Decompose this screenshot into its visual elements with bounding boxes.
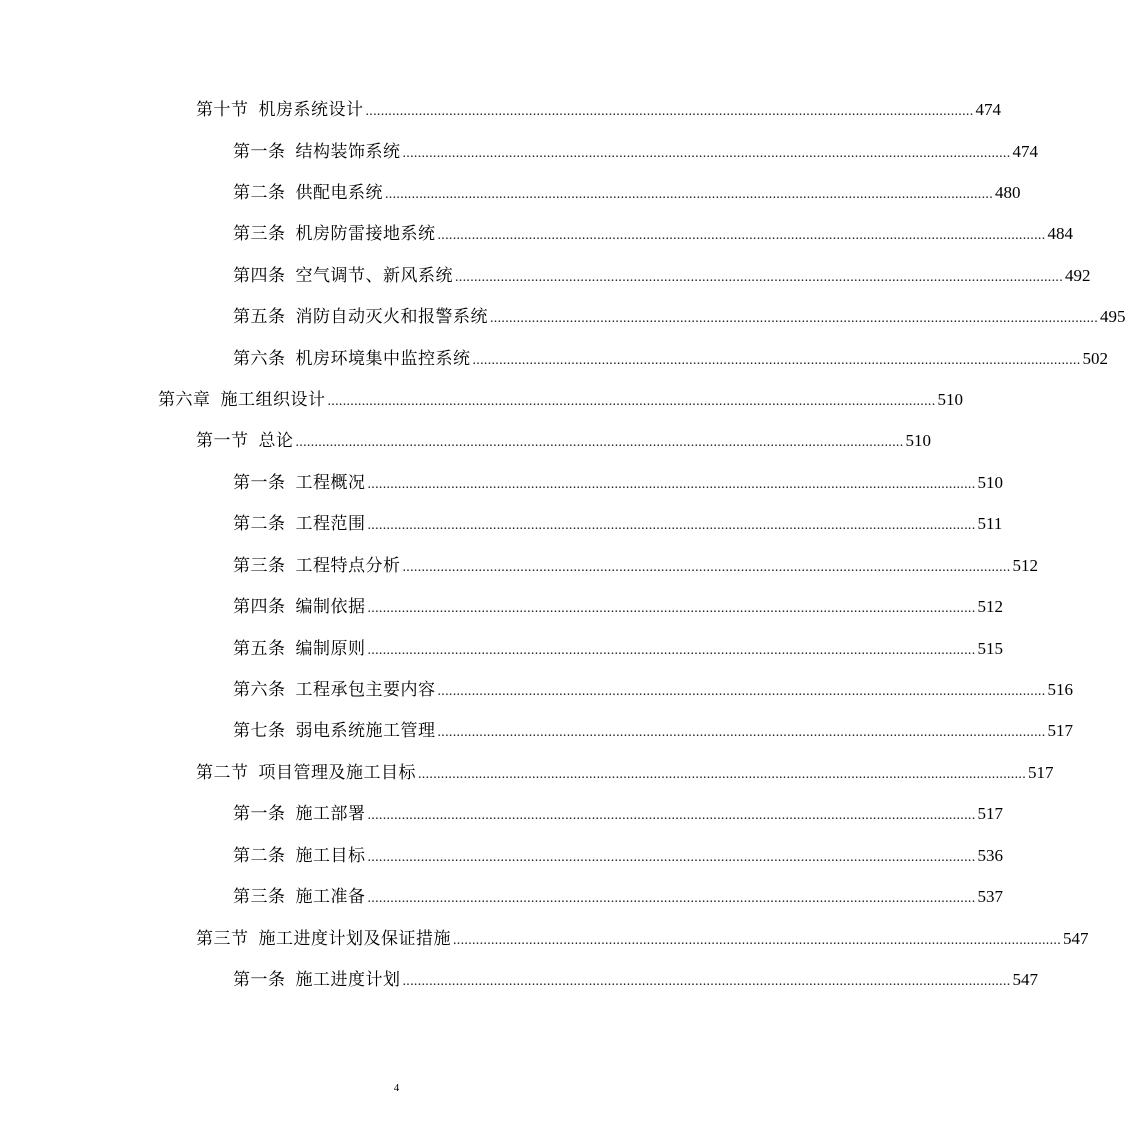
toc-entry-number: 第三条 (233, 224, 286, 244)
toc-entry-number: 第七条 (233, 721, 286, 741)
toc-entry[interactable] (196, 97, 1001, 123)
toc-entry-title: 施工部署 (295, 804, 366, 824)
toc-entry-page: 510 (905, 431, 931, 450)
toc-entry[interactable] (158, 387, 963, 413)
toc-entry-title: 弱电系统施工管理 (295, 721, 436, 741)
toc-entry[interactable] (196, 926, 1089, 952)
toc-entry-title: 施工目标 (295, 846, 366, 866)
toc-dot-leader: ................................................................................................................................................................ (455, 270, 1063, 285)
toc-entry-title: 消防自动灭火和报警系统 (295, 307, 488, 327)
toc-dot-leader: ................................................................................................................................................................ (437, 684, 1046, 699)
toc-entry[interactable] (233, 594, 1003, 620)
toc-dot-leader: ................................................................................................................................................................ (295, 435, 904, 450)
toc-entry-page: 515 (977, 639, 1003, 658)
toc-dot-leader: ................................................................................................................................................................ (367, 850, 976, 865)
toc-entry-page: 480 (995, 183, 1021, 202)
toc-entry-title: 机房环境集中监控系统 (295, 349, 471, 369)
toc-dot-leader: ................................................................................................................................................................ (402, 146, 1011, 161)
toc-entry-number: 第六章 (158, 390, 211, 410)
toc-entry-page: 510 (937, 390, 963, 409)
toc-entry-number: 第一条 (233, 142, 286, 162)
toc-entry-number: 第二条 (233, 514, 286, 534)
toc-entry-number: 第十节 (196, 100, 249, 120)
toc-dot-leader: ................................................................................................................................................................ (367, 808, 976, 823)
toc-entry-number: 第四条 (233, 597, 286, 617)
toc-dot-leader: ................................................................................................................................................................ (365, 104, 974, 119)
toc-entry-title: 编制依据 (295, 597, 366, 617)
toc-entry-page: 511 (977, 514, 1003, 533)
toc-entry-number: 第四条 (233, 266, 286, 286)
toc-entry-page: 536 (977, 846, 1003, 865)
toc-dot-leader: ................................................................................................................................................................ (367, 477, 976, 492)
toc-entry-page: 492 (1065, 266, 1091, 285)
toc-entry-page: 474 (1012, 142, 1038, 161)
toc-entry-title: 工程概况 (295, 473, 366, 493)
toc-entry-page: 502 (1082, 349, 1108, 368)
toc-entry[interactable] (196, 428, 931, 454)
toc-entry-title: 施工准备 (295, 887, 366, 907)
toc-dot-leader: ................................................................................................................................................................ (327, 394, 936, 409)
toc-entry[interactable] (233, 967, 1038, 993)
toc-dot-leader: ................................................................................................................................................................ (453, 933, 1061, 948)
toc-entry-title: 机房防雷接地系统 (295, 224, 436, 244)
toc-entry-title: 施工进度计划及保证措施 (258, 929, 451, 949)
toc-entry-title: 工程承包主要内容 (295, 680, 436, 700)
toc-entry-page: 517 (1047, 721, 1073, 740)
toc-entry-number: 第三条 (233, 887, 286, 907)
toc-entry-page: 495 (1100, 307, 1126, 326)
toc-dot-leader: ................................................................................................................................................................ (367, 891, 976, 906)
toc-entry-title: 施工进度计划 (295, 970, 401, 990)
toc-entry-title: 总论 (258, 431, 294, 451)
toc-entry-number: 第一条 (233, 970, 286, 990)
toc-entry[interactable] (233, 263, 1091, 289)
toc-dot-leader: ................................................................................................................................................................ (385, 187, 993, 202)
toc-dot-leader: ................................................................................................................................................................ (437, 725, 1046, 740)
toc-entry-page: 547 (1012, 970, 1038, 989)
toc-entry[interactable] (233, 636, 1003, 662)
toc-entry-number: 第一条 (233, 473, 286, 493)
page-number: 4 (393, 1082, 400, 1094)
toc-entry-number: 第二条 (233, 183, 286, 203)
toc-entry[interactable] (233, 470, 1003, 496)
toc-dot-leader: ................................................................................................................................................................ (472, 353, 1081, 368)
toc-entry[interactable] (233, 180, 1021, 206)
toc-entry-page: 517 (977, 804, 1003, 823)
toc-entry-page: 516 (1047, 680, 1073, 699)
toc-entry-title: 项目管理及施工目标 (258, 763, 416, 783)
toc-entry[interactable] (196, 760, 1054, 786)
toc-dot-leader: ................................................................................................................................................................ (418, 767, 1026, 782)
toc-dot-leader: ................................................................................................................................................................ (402, 560, 1011, 575)
toc-entry[interactable] (233, 553, 1038, 579)
toc-entry[interactable] (233, 843, 1003, 869)
toc-entry-page: 547 (1063, 929, 1089, 948)
toc-entry-page: 512 (977, 597, 1003, 616)
toc-entry[interactable] (233, 221, 1073, 247)
toc-entry[interactable] (233, 718, 1073, 744)
toc-entry[interactable] (233, 304, 1126, 330)
toc-entry-page: 510 (977, 473, 1003, 492)
toc-dot-leader: ................................................................................................................................................................ (490, 311, 1098, 326)
toc-entry-number: 第五条 (233, 307, 286, 327)
toc-entry[interactable] (233, 801, 1003, 827)
toc-entry-title: 空气调节、新风系统 (295, 266, 453, 286)
toc-dot-leader: ................................................................................................................................................................ (402, 974, 1011, 989)
toc-entry[interactable] (233, 677, 1073, 703)
toc-dot-leader: ................................................................................................................................................................ (367, 601, 976, 616)
toc-entry-number: 第二节 (196, 763, 249, 783)
toc-entry-number: 第一节 (196, 431, 249, 451)
toc-dot-leader: ................................................................................................................................................................ (367, 643, 976, 658)
toc-entry-title: 机房系统设计 (258, 100, 364, 120)
toc-entry-number: 第三条 (233, 556, 286, 576)
toc-entry-number: 第六条 (233, 349, 286, 369)
toc-entry-page: 484 (1047, 224, 1073, 243)
toc-entry[interactable] (233, 884, 1003, 910)
toc-entry-number: 第五条 (233, 639, 286, 659)
toc-entry-number: 第一条 (233, 804, 286, 824)
toc-entry-number: 第二条 (233, 846, 286, 866)
toc-entry-title: 施工组织设计 (220, 390, 326, 410)
toc-entry-page: 512 (1012, 556, 1038, 575)
toc-entry-page: 474 (975, 100, 1001, 119)
toc-entry-title: 编制原则 (295, 639, 366, 659)
toc-entry-page: 537 (977, 887, 1003, 906)
toc-dot-leader: ................................................................................................................................................................ (437, 228, 1046, 243)
toc-entry-number: 第三节 (196, 929, 249, 949)
toc-entry[interactable] (233, 139, 1038, 165)
toc-entry-title: 结构装饰系统 (295, 142, 401, 162)
toc-entry-title: 工程特点分析 (295, 556, 401, 576)
toc-entry-page: 517 (1028, 763, 1054, 782)
toc-entry-number: 第六条 (233, 680, 286, 700)
toc-entry-title: 工程范围 (295, 514, 366, 534)
toc-entry[interactable] (233, 511, 1003, 537)
toc-entry-title: 供配电系统 (295, 183, 383, 203)
toc-dot-leader: ................................................................................................................................................................ (367, 518, 976, 533)
toc-entry[interactable] (233, 346, 1108, 372)
